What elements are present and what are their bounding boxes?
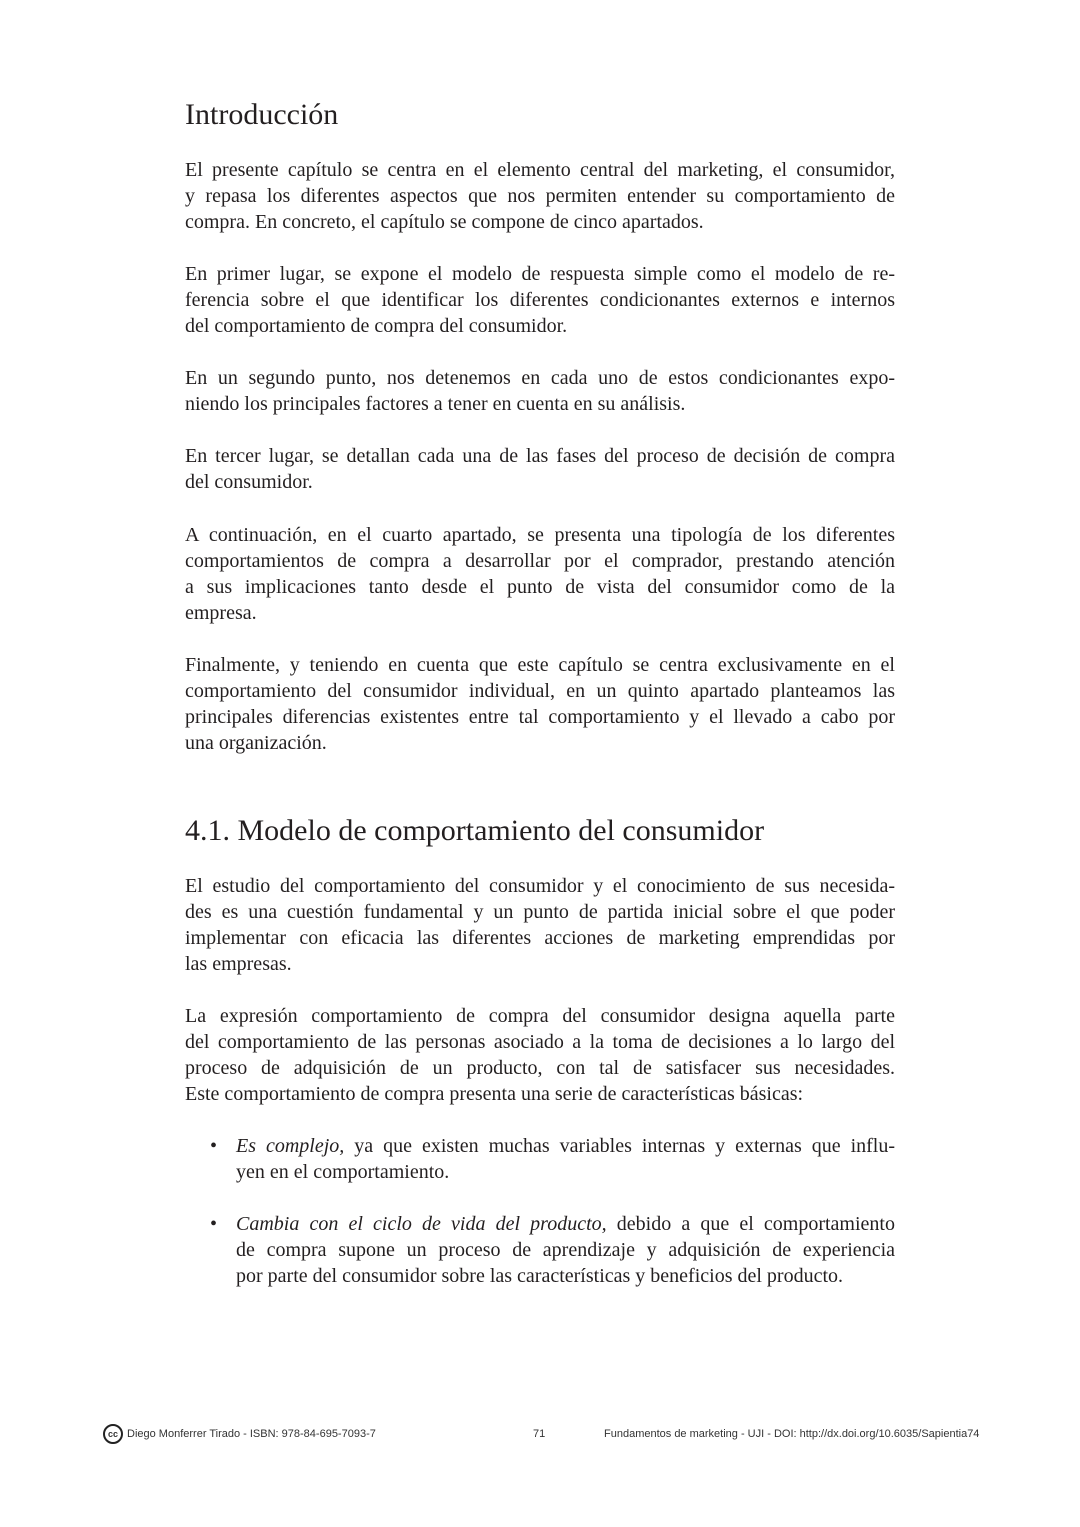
text-line [236, 1133, 895, 1159]
bullet-lead: Es complejo, [236, 1135, 345, 1157]
text-line: una organización. [185, 732, 327, 754]
intro-heading: Introducción [185, 98, 339, 131]
bullet-icon: • [210, 1213, 218, 1235]
text-line: A continuación, en el cuarto apartado, se presenta una tipología de los diferentes [185, 524, 895, 546]
paragraph [185, 652, 895, 756]
bullet-item [210, 1133, 896, 1185]
text-line: La expresión comportamiento de compra del consumidor designa aquella parte [185, 1005, 895, 1027]
paragraph [185, 443, 895, 495]
text-line: empresa. [185, 602, 257, 624]
section-heading: 4.1. Modelo de comportamiento del consumidor [185, 814, 765, 847]
text-line: de compra supone un proceso de aprendizaje y adquisición de experiencia [236, 1239, 895, 1261]
page-number: 71 [533, 1428, 546, 1440]
text-line: proceso de adquisición de un producto, con tal de satisfacer sus necesidades. [185, 1057, 895, 1079]
text-line: y repasa los diferentes aspectos que nos permiten entender su comportamiento de [185, 185, 895, 207]
bullet-text: ya que existen muchas variables internas y externas que influ- [344, 1135, 896, 1157]
author-isbn: Diego Monferrer Tirado - ISBN: 978-84-695-7093-7 [127, 1427, 376, 1440]
bullet-item [210, 1211, 895, 1289]
paragraph [185, 873, 895, 977]
text-line: por parte del consumidor sobre las características y beneficios del producto. [236, 1265, 844, 1287]
text-line: principales diferencias existentes entre tal comportamiento y el llevado a cabo por [185, 706, 895, 728]
text-line: del consumidor. [185, 471, 313, 493]
paragraph [185, 365, 895, 417]
text-line: a sus implicaciones tanto desde el punto de vista del consumidor como de la [185, 576, 895, 598]
text-line: En un segundo punto, nos detenemos en cada uno de estos condicionantes expo- [185, 367, 895, 389]
text-line: del comportamiento de compra del consumidor. [185, 315, 568, 337]
text-line: del comportamiento de las personas asociado a la toma de decisiones a lo largo del [185, 1031, 895, 1053]
footer-author [103, 1424, 376, 1444]
text-line: ferencia sobre el que identificar los diferentes condicionantes externos e internos [185, 289, 895, 311]
text-line: En tercer lugar, se detallan cada una de las fases del proceso de decisión de compra [185, 445, 895, 467]
text-line: las empresas. [185, 953, 292, 975]
paragraph [185, 522, 895, 626]
text-line: Este comportamiento de compra presenta una serie de características básicas: [185, 1083, 804, 1105]
text-line: implementar con eficacia las diferentes acciones de marketing emprendidas por [185, 927, 895, 949]
text-line: Finalmente, y teniendo en cuenta que este capítulo se centra exclusivamente en el [185, 654, 895, 676]
bullet-icon: • [210, 1135, 218, 1157]
text-line: comportamiento del consumidor individual, en un quinto apartado planteamos las [185, 680, 895, 702]
text-line: En primer lugar, se expone el modelo de respuesta simple como el modelo de re- [185, 263, 895, 285]
text-line [236, 1211, 895, 1237]
paragraph [185, 1003, 895, 1107]
text-line: comportamientos de compra a desarrollar por el comprador, prestando atención [185, 550, 895, 572]
text-line: El estudio del comportamiento del consumidor y el conocimiento de sus necesida- [185, 875, 895, 897]
paragraph [185, 261, 895, 339]
creative-commons-icon: cc [103, 1424, 123, 1444]
text-line: yen en el comportamiento. [236, 1161, 450, 1183]
paragraph [185, 157, 895, 235]
text-line: El presente capítulo se centra en el elemento central del marketing, el consumidor, [185, 159, 895, 181]
text-line: niendo los principales factores a tener en cuenta en su análisis. [185, 393, 686, 415]
text-line: des es una cuestión fundamental y un punto de partida inicial sobre el que poder [185, 901, 895, 923]
footer-book: Fundamentos de marketing - UJI - DOI: http://dx.doi.org/10.6035/Sapientia74 [604, 1428, 980, 1440]
bullet-text: debido a que el comportamiento [606, 1213, 895, 1235]
text-line: compra. En concreto, el capítulo se compone de cinco apartados. [185, 211, 704, 233]
bullet-lead: Cambia con el ciclo de vida del producto, [236, 1213, 607, 1235]
